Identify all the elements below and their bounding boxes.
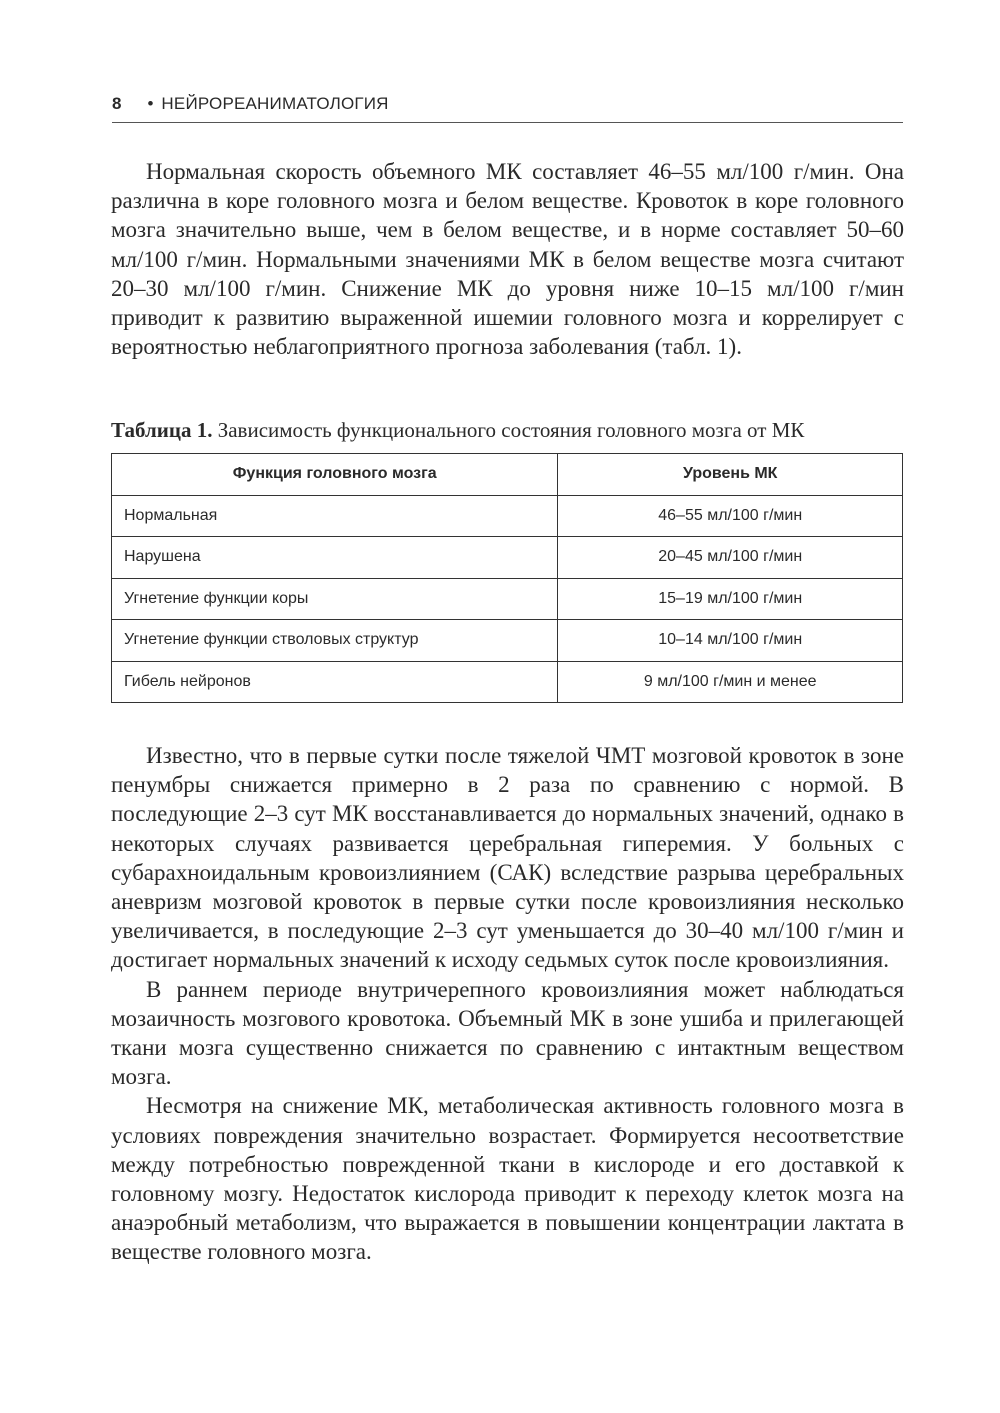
- page-header: [112, 92, 903, 123]
- data-table: [111, 453, 903, 703]
- level-cell: 9 мл/100 г/мин и менее: [558, 661, 903, 703]
- function-cell: Гибель нейронов: [112, 661, 558, 703]
- paragraph: Несмотря на снижение МК, метаболическая активность головного мозга в условиях повреждения значительно возрастает. Формируется несоответствие между потребностью поврежденной ткани в кислороде и его доставкой к головному мозгу. Недостаток кислорода приводит к переходу клеток мозга на анаэробный метаболизм, что выражается в повышении концентрации лактата в веществе головного мозга.: [111, 1093, 904, 1265]
- table-caption-text: Зависимость функционального состояния головного мозга от МК: [217, 418, 805, 442]
- function-cell: Угнетение функции коры: [112, 578, 558, 620]
- table-row: [112, 661, 903, 703]
- running-title: НЕЙРОРЕАНИМАТОЛОГИЯ: [161, 94, 389, 113]
- table-header-row: [112, 454, 903, 496]
- table-row: [112, 620, 903, 662]
- level-cell: 10–14 мл/100 г/мин: [558, 620, 903, 662]
- header-bullet: •: [147, 94, 154, 113]
- function-cell: Нарушена: [112, 537, 558, 579]
- level-cell: 20–45 мл/100 г/мин: [558, 537, 903, 579]
- column-header-level: Уровень МК: [558, 454, 903, 496]
- table-caption: [111, 416, 911, 444]
- table-row: [112, 537, 903, 579]
- column-header-function: Функция головного мозга: [112, 454, 558, 496]
- paragraph: Нормальная скорость объемного МК составляет 46–55 мл/100 г/мин. Она различна в коре головного мозга и белом веществе. Кровоток в коре головного мозга значительно выше, чем в белом веществе, и в норме составляет 50–60 мл/100 г/мин. Нормальными значениями МК в белом веществе мозга считают 20–30 мл/100 г/мин. Снижение МК до уровня ниже 10–15 мл/100 г/мин приводит к развитию выраженной ишемии головного мозга и коррелирует с вероятностью неблагоприятного прогноза заболевания (табл. 1).: [111, 159, 904, 360]
- level-cell: 46–55 мл/100 г/мин: [558, 495, 903, 537]
- function-cell: Нормальная: [112, 495, 558, 537]
- table-row: [112, 495, 903, 537]
- body-text-after-table: [111, 741, 904, 1267]
- table-row: [112, 578, 903, 620]
- body-text-before-table: [111, 157, 904, 361]
- paragraph: Известно, что в первые сутки после тяжелой ЧМТ мозговой кровоток в зоне пенумбры снижается примерно в 2 раза по сравнению с нормой. В последующие 2–3 сут МК восстанавливается до нормальных значений, однако в некоторых случаях развивается церебральная гиперемия. У больных с субарахноидальным кровоизлиянием (САК) вследствие разрыва церебральных аневризм мозговой кровоток в первые сутки после кровоизлияния несколько увеличивается, в последующие 2–3 сут уменьшается до 30–40 мл/100 г/мин и достигает нормальных значений к исходу седьмых суток после кровоизлияния.: [111, 743, 904, 973]
- level-cell: 15–19 мл/100 г/мин: [558, 578, 903, 620]
- page-number: 8: [112, 94, 122, 113]
- function-cell: Угнетение функции стволовых структур: [112, 620, 558, 662]
- table-caption-label: Таблица 1.: [111, 418, 213, 442]
- paragraph: В раннем периоде внутричерепного кровоизлияния может наблюдаться мозаичность мозгового кровотока. Объемный МК в зоне ушиба и прилегающей ткани мозга существенно снижается по сравнению с интактным веществом мозга.: [111, 976, 904, 1090]
